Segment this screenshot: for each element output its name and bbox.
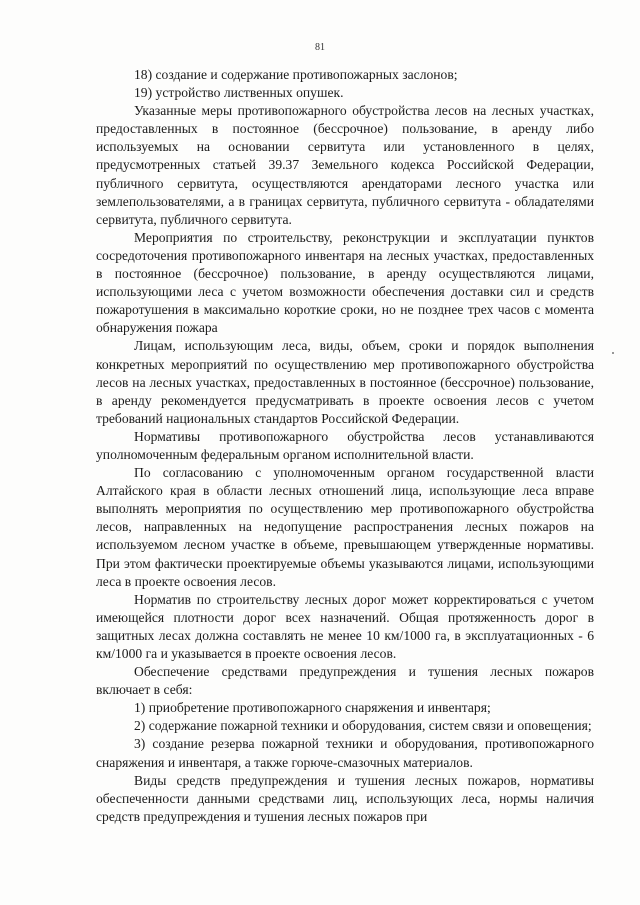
list-item-19: 19) устройство лиственных опушек. (134, 85, 344, 101)
paragraph-lease-measures: Указанные меры противопожарного обустройства лесов на лесных участках, предоставленных в постоянное (бессрочное) пользование, в аренду либо используемых на основании сервитута или установленного в целях, предусмотренных статьей 39.37 Земельного кодекса Российской Федерации, публичного сервитута, осуществляются арендаторами лесного участка или землепользователями, а в границах сервитута, публичного сервитута - обладателями сервитута, публичного сервитута. (96, 103, 594, 227)
list-item-18: 18) создание и содержание противопожарных заслонов; (134, 67, 458, 82)
list-item-1: 1) приобретение противопожарного снаряжения и инвентаря; (134, 700, 491, 716)
paragraph-fire-equipment-points: Мероприятия по строительству, реконструкции и эксплуатации пунктов сосредоточения противопожарного инвентаря на лесных участках, предоставленных в постоянное (бессрочное) пользование, в аренду осуществляются лицами, использующими леса с учетом возможности обеспечения доставки сил и средств пожаротушения в максимально короткие сроки, но не позднее трех часов с момента обнаружения пожара (96, 229, 594, 336)
list-item-2: 2) содержание пожарной техники и оборудования, систем связи и оповещения; (134, 718, 592, 734)
document-body (96, 66, 594, 826)
scan-speck (612, 352, 614, 354)
page-number: 81 (315, 42, 325, 53)
paragraph-forest-users-planning: Лицам, использующим леса, виды, объем, сроки и порядок выполнения конкретных мероприятий по осуществлению мер противопожарного обустройства лесов на лесных участках, предоставленных в постоянное (бессрочное) пользование, в аренду рекомендуется предусматривать в проекте освоения лесов с учетом требований национальных стандартов Российской Федерации. (96, 338, 594, 426)
paragraph-forest-roads: Норматив по строительству лесных дорог может корректироваться с учетом имеющейся плотности дорог всех назначений. Общая протяженность дорог в защитных лесах должна составлять не менее 10 км/1000 га, в эксплуатационных - 6 км/1000 га и указывается в проекте освоения лесов. (96, 591, 594, 661)
paragraph-fire-means-intro: Обеспечение средствами предупреждения и тушения лесных пожаров включает в себя: (96, 664, 594, 698)
paragraph-norms-authority: Нормативы противопожарного обустройства лесов устанавливаются уполномоченным федеральным органом исполнительной власти. (96, 428, 594, 462)
list-item-3: 3) создание резерва пожарной техники и оборудования, противопожарного снаряжения и инвентаря, а также горюче-смазочных материалов. (96, 736, 594, 770)
paragraph-means-types: Виды средств предупреждения и тушения лесных пожаров, нормативы обеспеченности данными средствами лиц, использующих леса, нормы наличия средств предупреждения и тушения лесных пожаров при (96, 772, 594, 824)
paragraph-altai-agreement: По согласованию с уполномоченным органом государственной власти Алтайского края в области лесных отношений лица, использующие леса вправе выполнять мероприятия по осуществлению мер противопожарного обустройства лесов, направленных на недопущение распространения лесных пожаров на используемом лесном участке в объеме, превышающем утвержденные нормативы. При этом фактически проектируемые объемы указываются лицами, использующими леса в проекте освоения лесов. (96, 465, 594, 589)
